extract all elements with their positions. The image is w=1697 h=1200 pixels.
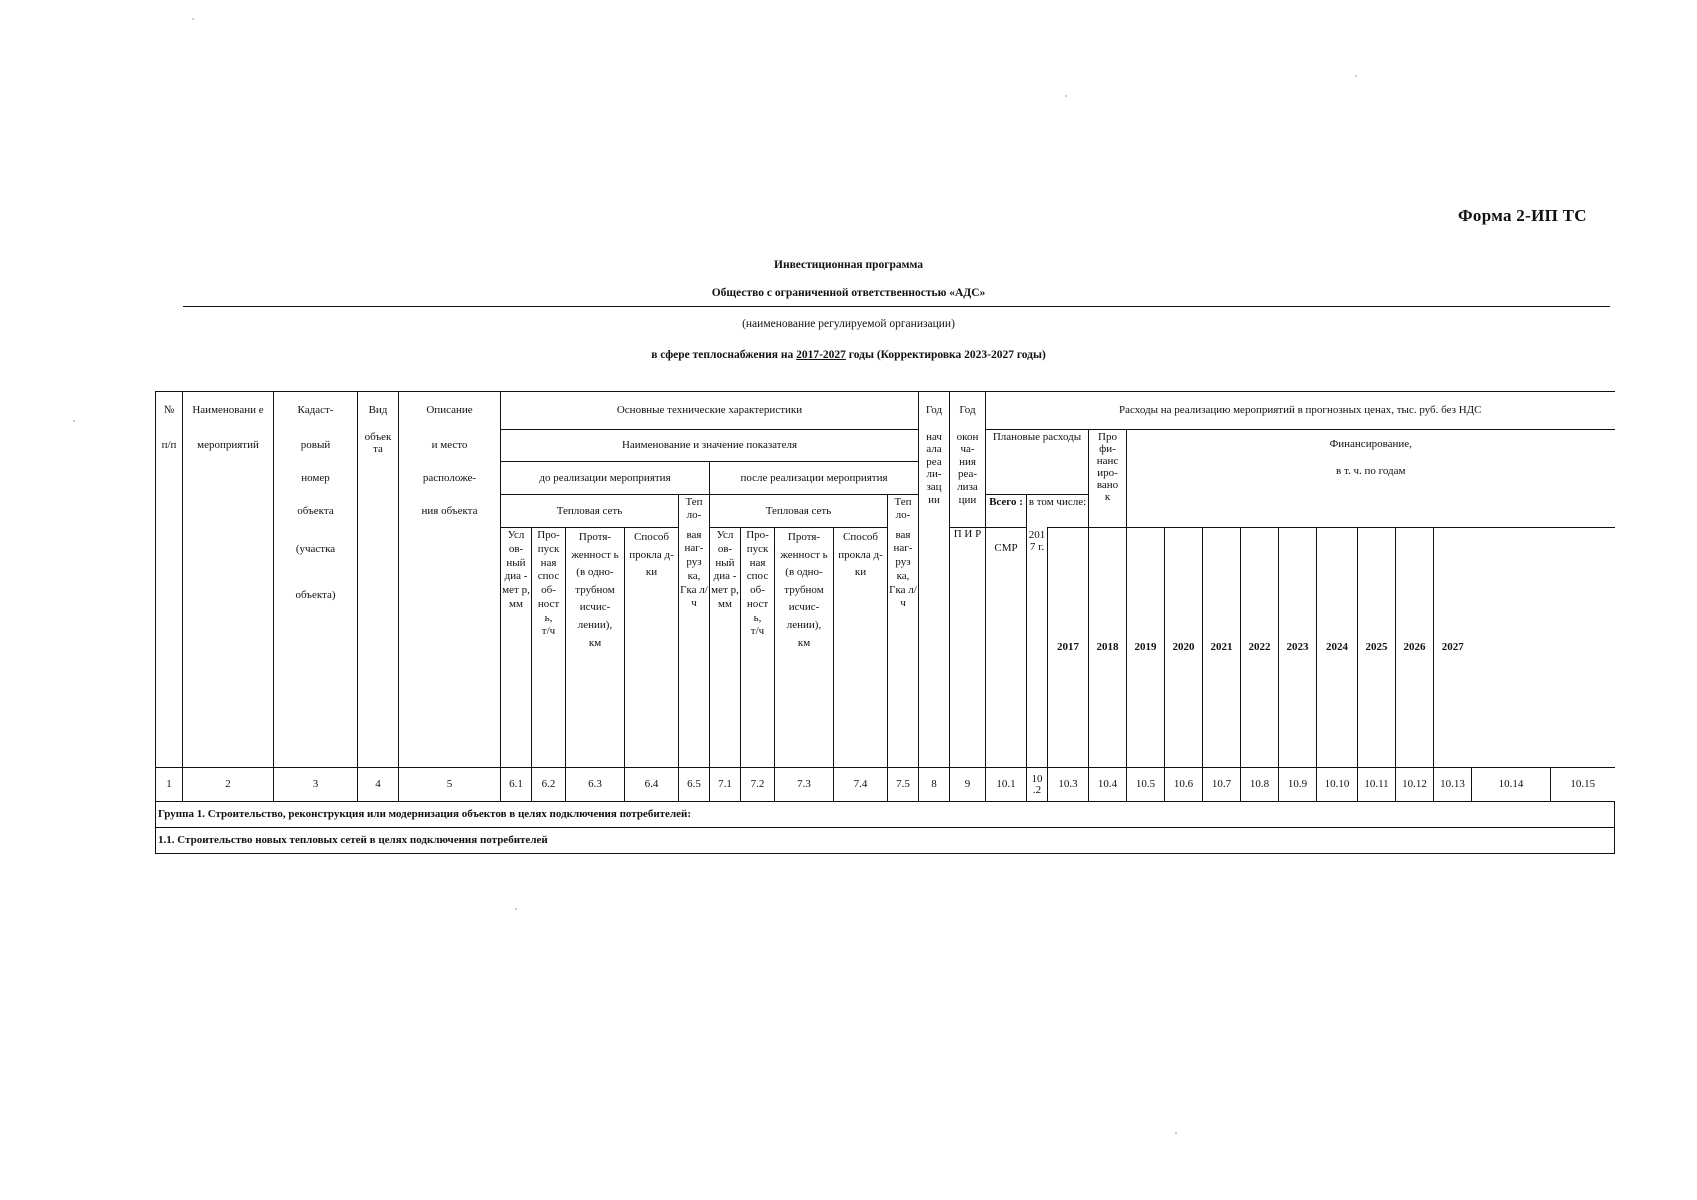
col-num: 7.4 <box>834 768 888 802</box>
hdr-diameter-after-2: ный диа - <box>713 556 737 583</box>
sphere-line <box>0 349 1697 361</box>
hdr-laying-after-1: Способ <box>843 531 878 543</box>
investment-table <box>155 391 1615 854</box>
hdr-start-year: Год <box>919 392 950 430</box>
hdr-financed-text-2: к <box>1104 491 1111 504</box>
hdr-length-after-5: исчис- <box>788 601 820 614</box>
scan-speck <box>1065 95 1067 97</box>
col-num: 6.4 <box>625 768 679 802</box>
hdr-capacity-before-5: т/ч <box>541 625 556 638</box>
hdr-load-before <box>679 528 710 768</box>
hdr-end-year-text: окон ча- ния реа- <box>956 430 979 481</box>
col-num: 8 <box>919 768 950 802</box>
hdr-end-year-2 <box>950 430 986 528</box>
hdr-capacity-before <box>532 528 566 768</box>
hdr-diameter-before-1: Усл ов- <box>507 529 525 555</box>
hdr-description: Описание <box>399 392 501 430</box>
hdr-total-2 <box>919 528 950 768</box>
hdr-start-year-text-2: зац ии <box>926 481 942 506</box>
hdr-laying-after-3: ки <box>854 566 867 579</box>
sphere-prefix: в сфере теплоснабжения на <box>651 349 797 361</box>
hdr-num: № <box>156 392 183 430</box>
hdr-type: Вид <box>358 392 399 430</box>
organization-underline <box>183 306 1610 307</box>
hdr-name-4 <box>183 495 274 528</box>
hdr-capacity-before-1: Про- <box>537 529 560 541</box>
hdr-capacity-before-3: спос об- <box>537 570 560 596</box>
hdr-num-3 <box>156 462 183 495</box>
hdr-type-4 <box>358 495 399 528</box>
hdr-capacity-after <box>741 528 775 768</box>
col-num: 10.5 <box>1127 768 1165 802</box>
hdr-capacity-after-2: пуск ная <box>746 542 769 569</box>
form-label: Форма 2-ИП ТС <box>1458 206 1587 225</box>
col-num: 5 <box>399 768 501 802</box>
col-num: 6.3 <box>566 768 625 802</box>
col-num: 9 <box>950 768 986 802</box>
col-num: 10.7 <box>1203 768 1241 802</box>
hdr-diameter-before-3: мет р, <box>502 584 530 596</box>
hdr-length-after-4: трубном <box>784 583 824 596</box>
hdr-laying-after-2: прокла д- <box>838 548 883 561</box>
col-num: 10.10 <box>1317 768 1358 802</box>
hdr-laying-before-1: Способ <box>634 531 669 543</box>
scan-speck <box>1355 75 1357 77</box>
hdr-num-5 <box>156 528 183 768</box>
hdr-length-before-3: (в одно- <box>576 566 614 579</box>
hdr-costs: Расходы на реализацию мероприятий в прогнозных ценах, тыс. руб. без НДС <box>986 392 1615 430</box>
hdr-name-2: мероприятий <box>183 430 274 462</box>
year-2027: 2027 <box>1434 528 1472 768</box>
col-num: 10.8 <box>1241 768 1279 802</box>
col-num: 6.2 <box>532 768 566 802</box>
hdr-capacity-after-3: спос об- <box>746 570 769 596</box>
group-1-1-row: 1.1. Строительство новых тепловых сетей в целях подключения потребителей <box>156 828 1615 854</box>
year-2025: 2025 <box>1358 528 1396 768</box>
year-2018: 2018 <box>1089 528 1127 768</box>
hdr-heat-net-before: Тепловая сеть <box>501 495 679 528</box>
year-2021: 2021 <box>1203 528 1241 768</box>
hdr-type-5 <box>358 528 399 768</box>
year-2019: 2019 <box>1127 528 1165 768</box>
year-2022: 2022 <box>1241 528 1279 768</box>
hdr-laying-after <box>834 528 888 768</box>
hdr-laying-before-3: ки <box>645 566 658 579</box>
hdr-length-before <box>566 528 625 768</box>
hdr-indicator: Наименование и значение показателя <box>501 430 919 462</box>
hdr-diameter-before <box>501 528 532 768</box>
hdr-name-3 <box>183 462 274 495</box>
hdr-length-before-1: Протя- <box>578 531 612 543</box>
hdr-length-after-6: лении), <box>786 618 822 631</box>
hdr-load-after <box>888 528 919 768</box>
hdr-capacity-after-5: т/ч <box>750 625 765 638</box>
hdr-length-after <box>775 528 834 768</box>
col-num: 10.3 <box>1048 768 1089 802</box>
hdr-num-2: п/п <box>156 430 183 462</box>
hdr-length-before-6: лении), <box>577 618 613 631</box>
hdr-diameter-after-1: Усл ов- <box>716 529 734 555</box>
col-num: 3 <box>274 768 358 802</box>
hdr-diameter-before-4: мм <box>509 597 523 610</box>
hdr-financed-to-2017 <box>1089 430 1127 528</box>
hdr-capacity-after-4: ност ь, <box>746 597 769 624</box>
hdr-capacity-before-2: пуск ная <box>537 542 560 569</box>
hdr-load-before-4: Гка л/ч <box>680 583 708 610</box>
group-1-row: Группа 1. Строительство, реконструкция или модернизация объектов в целях подключения потребителей: <box>156 802 1615 828</box>
col-num: 4 <box>358 768 399 802</box>
hdr-end-year: Год <box>950 392 986 430</box>
col-num: 7.2 <box>741 768 775 802</box>
col-num: 6.5 <box>679 768 710 802</box>
hdr-length-after-2: женност ь <box>780 548 828 561</box>
hdr-description-5 <box>399 528 501 768</box>
hdr-financed-2017: 2017 г. <box>1027 528 1048 768</box>
document-title: Инвестиционная программа <box>774 259 923 271</box>
scan-speck <box>1175 1132 1177 1134</box>
hdr-load-after-2: вая наг- <box>893 528 913 555</box>
organization-name: Общество с ограниченной ответственностью «АДС» <box>711 287 986 299</box>
hdr-load-before-1: Теп ло- <box>679 495 710 528</box>
hdr-load-after-3: руз ка, <box>895 556 911 582</box>
hdr-type-3 <box>358 462 399 495</box>
hdr-diameter-before-2: ный диа - <box>504 556 528 583</box>
hdr-laying-before-2: прокла д- <box>629 548 674 561</box>
col-num: 10.6 <box>1165 768 1203 802</box>
year-2026: 2026 <box>1396 528 1434 768</box>
hdr-num-4 <box>156 495 183 528</box>
hdr-type-2: объек та <box>358 430 399 462</box>
col-num: 10.4 <box>1089 768 1127 802</box>
hdr-end-year-text-2: лиза ции <box>957 481 978 506</box>
hdr-length-after-1: Протя- <box>787 531 821 543</box>
col-num: 7.3 <box>775 768 834 802</box>
hdr-financed-text: Про фи- нанс иро- вано <box>1096 431 1119 492</box>
hdr-load-after-1: Теп ло- <box>888 495 919 528</box>
hdr-load-after-4: Гка л/ч <box>889 583 917 610</box>
hdr-financing-text: Финансирование, <box>1329 438 1412 450</box>
scan-speck <box>192 18 194 20</box>
hdr-cadastral-text-6: объекта) <box>295 589 336 602</box>
hdr-capacity-before-4: ност ь, <box>537 597 560 624</box>
hdr-length-before-2: женност ь <box>571 548 619 561</box>
hdr-capacity-after-1: Про- <box>746 529 769 541</box>
hdr-including: в том числе: <box>1027 495 1089 528</box>
organization-caption: (наименование регулируемой организации) <box>742 318 955 330</box>
hdr-description-4: ния объекта <box>399 495 501 528</box>
hdr-diameter-after-4: мм <box>718 597 732 610</box>
col-num: 10.13 <box>1434 768 1472 802</box>
hdr-description-3: расположе- <box>399 462 501 495</box>
hdr-cadastral: Кадаст- <box>274 392 358 430</box>
hdr-length-before-4: трубном <box>575 583 615 596</box>
hdr-tech-characteristics: Основные технические характеристики <box>501 392 919 430</box>
col-num: 1 <box>156 768 183 802</box>
hdr-financing-text-2: в т. ч. по годам <box>1336 464 1406 477</box>
hdr-length-after-7: км <box>797 636 811 649</box>
year-2017: 2017 <box>1048 528 1089 768</box>
hdr-cadastral-5 <box>274 528 358 768</box>
col-num: 7.5 <box>888 768 919 802</box>
hdr-cadastral-text-5: (участка <box>295 542 336 555</box>
hdr-heat-net-after: Тепловая сеть <box>710 495 888 528</box>
hdr-diameter-after <box>710 528 741 768</box>
hdr-name-5 <box>183 528 274 768</box>
hdr-plan-costs: Плановые расходы <box>986 430 1089 495</box>
sphere-years: 2017-2027 <box>796 349 846 361</box>
scan-speck <box>73 420 75 422</box>
hdr-smr: СМР <box>986 528 1027 768</box>
hdr-length-before-5: исчис- <box>579 601 611 614</box>
sphere-suffix: годы (Корректировка 2023-2027 годы) <box>845 349 1046 361</box>
hdr-length-after-3: (в одно- <box>785 566 823 579</box>
hdr-length-before-7: км <box>588 636 602 649</box>
hdr-financing <box>1127 430 1615 528</box>
scan-speck <box>515 908 517 910</box>
hdr-total: Всего : <box>986 495 1027 528</box>
col-num: 10 .2 <box>1027 768 1048 802</box>
col-num: 2 <box>183 768 274 802</box>
col-num: 6.1 <box>501 768 532 802</box>
hdr-laying-before <box>625 528 679 768</box>
hdr-pir: П И Р <box>950 528 986 768</box>
hdr-diameter-after-3: мет р, <box>711 584 739 596</box>
col-num: 7.1 <box>710 768 741 802</box>
col-num: 10.14 <box>1472 768 1551 802</box>
col-num: 10.9 <box>1279 768 1317 802</box>
year-2020: 2020 <box>1165 528 1203 768</box>
col-num: 10.11 <box>1358 768 1396 802</box>
hdr-start-year-2 <box>919 430 950 528</box>
col-num: 10.1 <box>986 768 1027 802</box>
hdr-name: Наименовани е <box>183 392 274 430</box>
hdr-load-before-2: вая наг- <box>684 528 704 555</box>
year-2023: 2023 <box>1279 528 1317 768</box>
col-num: 10.12 <box>1396 768 1434 802</box>
numbering-row <box>156 768 1615 802</box>
hdr-start-year-text: нач ала реа ли- <box>926 430 942 481</box>
hdr-before: до реализации мероприятия <box>501 462 710 495</box>
hdr-cadastral-2: ровый <box>274 430 358 462</box>
col-num: 10.15 <box>1551 768 1615 802</box>
year-2024: 2024 <box>1317 528 1358 768</box>
hdr-description-2: и место <box>399 430 501 462</box>
hdr-load-before-3: руз ка, <box>686 556 702 582</box>
hdr-after: после реализации мероприятия <box>710 462 919 495</box>
hdr-cadastral-4: объекта <box>274 495 358 528</box>
hdr-cadastral-3: номер <box>274 462 358 495</box>
